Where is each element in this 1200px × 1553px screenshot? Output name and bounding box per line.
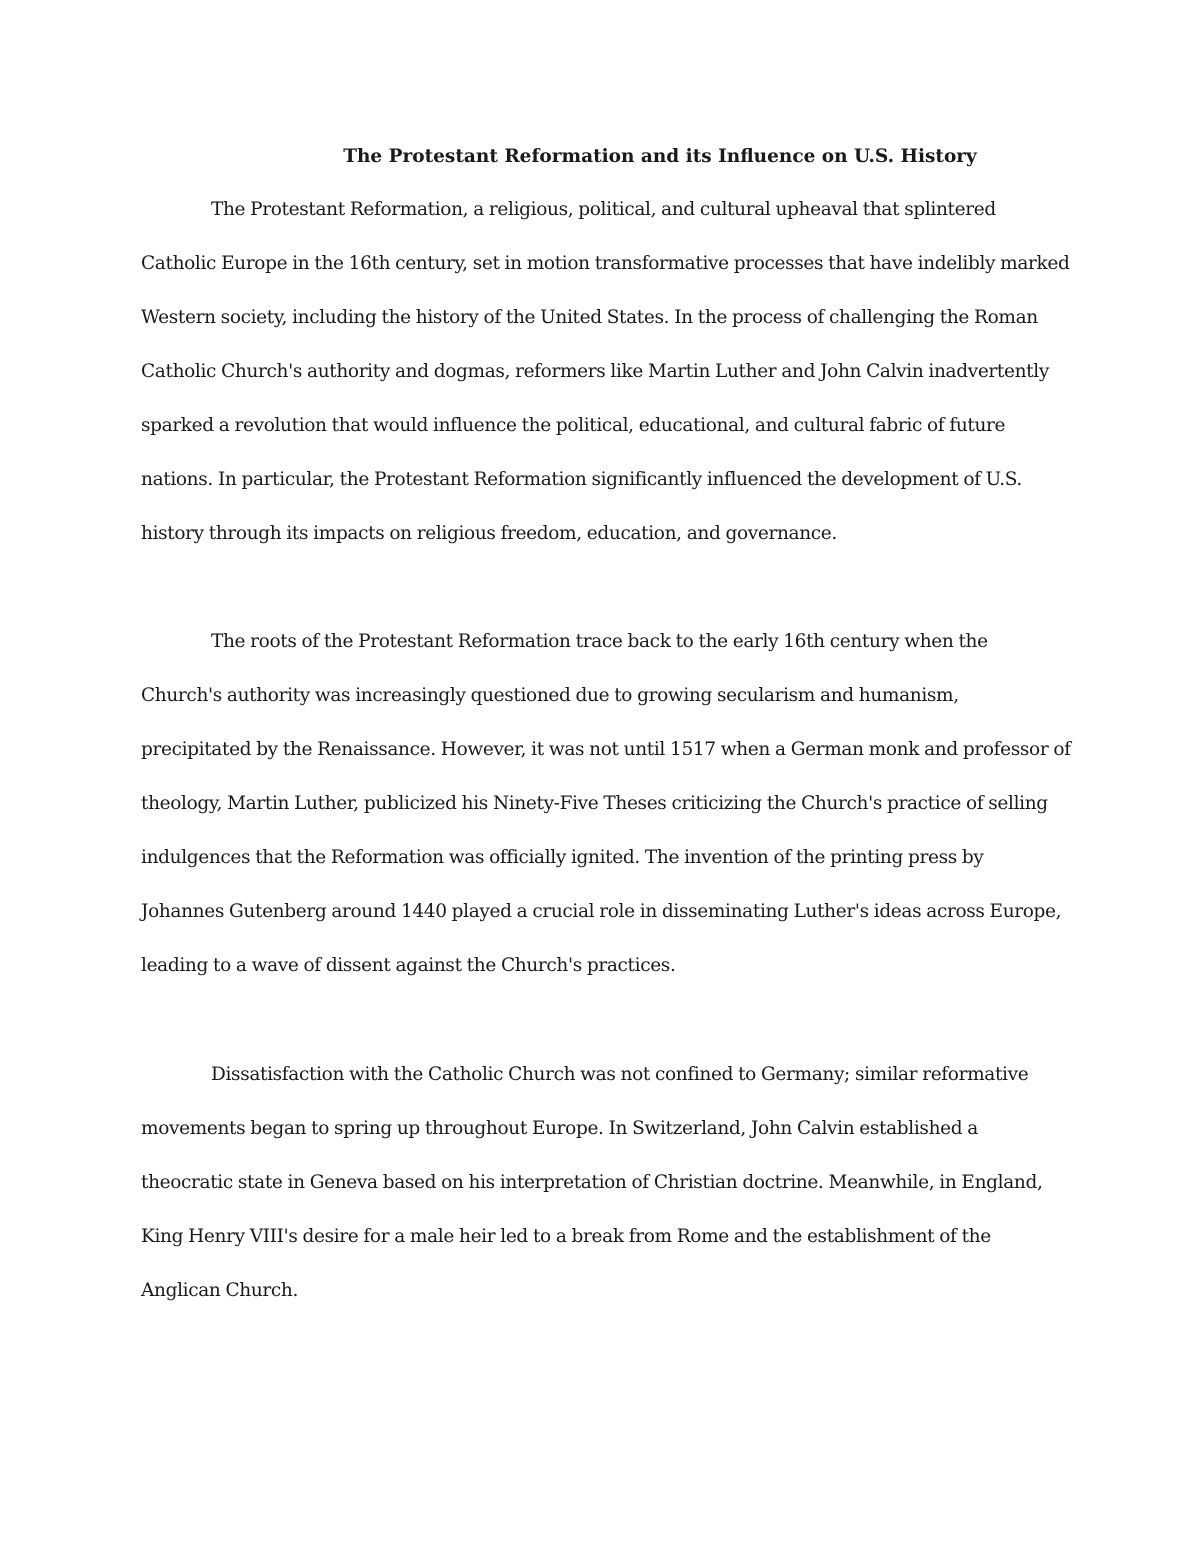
body-paragraph-3: Dissatisfaction with the Catholic Church was not confined to Germany; similar reformative movements began to spring up throughout Europe. In Switzerland, John Calvin established a theocratic state in Geneva based on his interpretation of Christian doctrine. Meanwhile, in England, King Henry VIII's desire for a male heir led to a break from Rome and the establishment of the Anglican Church.: [141, 1064, 1043, 1301]
document-title: The Protestant Reformation and its Influence on U.S. History: [343, 146, 977, 167]
body-paragraph-1: The Protestant Reformation, a religious, political, and cultural upheaval that splintered Catholic Europe in the 16th century, set in motion transformative processes that have indelibly marked Western society, including the history of the United States. In the process of challenging the Roman Catholic Church's authority and dogmas, reformers like Martin Luther and John Calvin inadvertently sparked a revolution that would influence the political, educational, and cultural fabric of future nations. In particular, the Protestant Reformation significantly influenced the development of U.S. history through its impacts on religious freedom, education, and governance.: [141, 199, 1070, 544]
body-paragraph-2: The roots of the Protestant Reformation trace back to the early 16th century when the Church's authority was increasingly questioned due to growing secularism and humanism, precipitated by the Renaissance. However, it was not until 1517 when a German monk and professor of theology, Martin Luther, publicized his Ninety-Five Theses criticizing the Church's practice of selling indulgences that the Reformation was officially ignited. The invention of the printing press by Johannes Gutenberg around 1440 played a crucial role in disseminating Luther's ideas across Europe, leading to a wave of dissent against the Church's practices.: [141, 631, 1071, 976]
